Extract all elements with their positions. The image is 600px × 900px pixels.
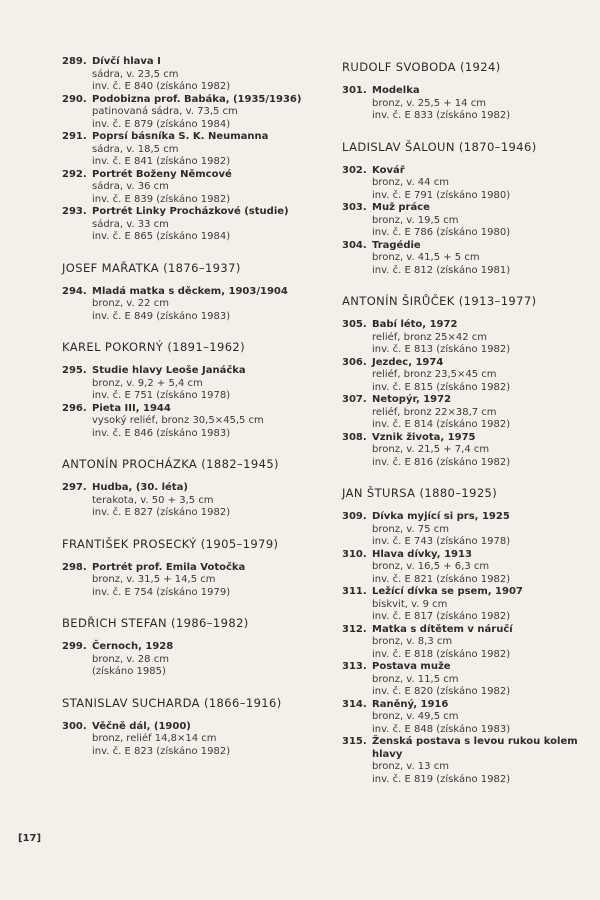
artist-dates: (1905–1979) xyxy=(200,536,279,551)
artist-name: JOSEF MAŘATKA xyxy=(62,260,159,275)
entry-detail: bronz, reliéf 14,8×14 cm xyxy=(92,733,217,744)
entry-detail: inv. č. E 846 (získáno 1983) xyxy=(92,427,231,439)
entry-detail: vysoký reliéf, bronz 30,5×45,5 cm xyxy=(92,415,264,426)
entry-number: 294. xyxy=(62,285,87,297)
artist-dates: (1880–1925) xyxy=(419,486,498,500)
catalog-entry xyxy=(342,432,587,470)
catalog-entry xyxy=(342,624,587,662)
artist-block xyxy=(342,140,587,278)
entry-title: Mladá matka s děckem, 1903/1904 xyxy=(92,285,288,297)
artist-name: ANTONÍN ŠIRŮČEK xyxy=(342,294,455,308)
entry-detail: biskvit, v. 9 cm xyxy=(372,598,448,610)
catalog-entry xyxy=(342,736,587,786)
entry-detail: inv. č. E 849 (získáno 1983) xyxy=(92,310,231,322)
entry-title: Tragédie xyxy=(372,239,421,251)
left-column xyxy=(62,56,312,775)
entry-title: Netopýr, 1972 xyxy=(372,394,452,405)
entry-number: 299. xyxy=(62,641,87,652)
entry-title: Hlava dívky, 1913 xyxy=(372,548,472,560)
artist-name: ANTONÍN PROCHÁZKA xyxy=(62,457,198,471)
catalog-entry xyxy=(342,511,587,549)
artist-block xyxy=(62,696,312,759)
artist-heading xyxy=(342,60,587,74)
entry-detail: inv. č. E 791 (získáno 1980) xyxy=(372,189,511,201)
entry-number: 310. xyxy=(342,548,367,560)
artist-block xyxy=(62,56,312,244)
catalog-entry xyxy=(342,699,587,737)
artist-name: KAREL POKORNÝ xyxy=(62,340,164,354)
entry-detail: inv. č. E 848 (získáno 1983) xyxy=(372,723,511,735)
catalog-entry xyxy=(342,240,587,278)
entry-title: Kovář xyxy=(372,164,405,176)
entry-title: Portrét prof. Emila Votočka xyxy=(92,561,246,573)
catalog-entry xyxy=(342,357,587,395)
catalog-entry xyxy=(62,131,312,169)
catalog-entry xyxy=(62,482,312,520)
entry-number: 305. xyxy=(342,319,367,330)
catalog-entry xyxy=(62,721,312,759)
entry-title: Hudba, (30. léta) xyxy=(92,482,188,493)
entry-detail: inv. č. E 818 (získáno 1982) xyxy=(372,648,511,660)
artist-dates: (1913–1977) xyxy=(458,294,537,308)
artist-heading xyxy=(62,537,312,551)
artist-heading xyxy=(342,486,587,500)
entry-title: Dívčí hlava I xyxy=(92,56,161,67)
artist-name: JAN ŠTURSA xyxy=(342,486,416,500)
entry-detail: inv. č. E 819 (získáno 1982) xyxy=(372,773,511,785)
entry-detail: inv. č. E 865 (získáno 1984) xyxy=(92,231,231,242)
entry-detail: terakota, v. 50 + 3,5 cm xyxy=(92,494,214,506)
artist-dates: (1891–1962) xyxy=(167,340,246,354)
entry-number: 301. xyxy=(342,85,367,96)
catalog-entry xyxy=(342,85,587,123)
catalog-entry xyxy=(62,286,312,324)
entry-title: Pieta III, 1944 xyxy=(92,402,171,414)
artist-block xyxy=(62,261,312,324)
entry-number: 292. xyxy=(62,168,87,180)
entry-detail: reliéf, bronz 22×38,7 cm xyxy=(372,406,497,418)
entry-number: 298. xyxy=(62,561,87,573)
entry-number: 291. xyxy=(62,131,87,142)
artist-block xyxy=(62,340,312,440)
entry-detail: inv. č. E 786 (získáno 1980) xyxy=(372,227,511,238)
entry-detail: inv. č. E 879 (získáno 1984) xyxy=(92,118,231,130)
entry-number: 313. xyxy=(342,661,367,672)
artist-block xyxy=(62,616,312,679)
entry-detail: inv. č. E 820 (získáno 1982) xyxy=(372,686,511,697)
entry-title: Portrét Linky Procházkové (studie) xyxy=(92,206,289,217)
artist-heading xyxy=(342,294,587,308)
catalog-entry xyxy=(62,641,312,679)
entry-detail: inv. č. E 817 (získáno 1982) xyxy=(372,611,511,622)
entry-number: 307. xyxy=(342,394,367,405)
entry-number: 289. xyxy=(62,56,87,67)
entry-number: 309. xyxy=(342,511,367,522)
page-number: [17] xyxy=(18,833,42,844)
entry-detail: patinovaná sádra, v. 73,5 cm xyxy=(92,106,238,117)
entry-number: 296. xyxy=(62,402,87,414)
entry-number: 295. xyxy=(62,365,87,376)
entry-title: Portrét Boženy Němcové xyxy=(92,168,232,180)
entry-detail: sádra, v. 18,5 cm xyxy=(92,143,179,155)
entry-title: Matka s dítětem v náručí xyxy=(372,623,513,635)
entry-title: Postava muže xyxy=(372,661,451,672)
entry-detail: inv. č. E 814 (získáno 1982) xyxy=(372,419,511,430)
entry-number: 300. xyxy=(62,720,87,732)
artist-name: LADISLAV ŠALOUN xyxy=(342,139,455,154)
artist-block xyxy=(62,457,312,520)
entry-number: 314. xyxy=(342,698,367,710)
entry-title: Věčně dál, (1900) xyxy=(92,720,191,732)
artist-block xyxy=(342,486,587,786)
entry-detail: reliéf, bronz 23,5×45 cm xyxy=(372,369,497,380)
entry-title: Jezdec, 1974 xyxy=(372,356,444,368)
entry-title: Studie hlavy Leoše Janáčka xyxy=(92,365,246,376)
entry-detail: bronz, v. 8,3 cm xyxy=(372,636,453,647)
entry-detail: inv. č. E 839 (získáno 1982) xyxy=(92,193,231,205)
entry-title: Černoch, 1928 xyxy=(92,641,174,652)
catalog-entry xyxy=(342,661,587,699)
entry-number: 315. xyxy=(342,736,367,747)
entry-title: Dívka myjící si prs, 1925 xyxy=(372,511,510,522)
entry-detail: inv. č. E 754 (získáno 1979) xyxy=(92,586,231,598)
entry-detail: inv. č. E 840 (získáno 1982) xyxy=(92,81,231,92)
entry-title: Modelka xyxy=(372,85,420,96)
catalog-entry xyxy=(62,562,312,600)
entry-number: 303. xyxy=(342,202,367,213)
entry-detail: (získáno 1985) xyxy=(92,666,166,677)
entry-number: 312. xyxy=(342,623,367,635)
catalog-entry xyxy=(62,169,312,207)
artist-name: FRANTIŠEK PROSECKÝ xyxy=(62,536,197,551)
catalog-entry xyxy=(62,365,312,403)
entry-number: 311. xyxy=(342,586,367,597)
entry-detail: bronz, v. 31,5 + 14,5 cm xyxy=(92,574,216,585)
artist-heading xyxy=(62,696,312,710)
entry-number: 304. xyxy=(342,239,367,251)
entry-detail: inv. č. E 816 (získáno 1982) xyxy=(372,456,511,468)
entry-number: 302. xyxy=(342,164,367,176)
entry-number: 297. xyxy=(62,482,87,493)
entry-detail: inv. č. E 815 (získáno 1982) xyxy=(372,381,511,393)
artist-name: BEDŘICH STEFAN xyxy=(62,616,167,630)
entry-detail: inv. č. E 813 (získáno 1982) xyxy=(372,344,511,355)
entry-title: Vznik života, 1975 xyxy=(372,431,476,443)
entry-detail: inv. č. E 833 (získáno 1982) xyxy=(372,110,511,121)
entry-title: Ženská postava s levou rukou kolem hlavy xyxy=(372,736,578,760)
entry-detail: reliéf, bronz 25×42 cm xyxy=(372,331,487,343)
catalog-entry xyxy=(62,56,312,94)
artist-dates: (1876–1937) xyxy=(163,260,241,275)
entry-detail: bronz, v. 16,5 + 6,3 cm xyxy=(372,561,490,572)
entry-number: 290. xyxy=(62,93,87,105)
catalog-entry xyxy=(342,586,587,624)
artist-heading xyxy=(62,457,312,471)
catalog-entry xyxy=(342,319,587,357)
entry-title: Ležící dívka se psem, 1907 xyxy=(372,586,523,597)
artist-heading xyxy=(342,140,587,154)
entry-title: Raněný, 1916 xyxy=(372,698,449,710)
entry-detail: sádra, v. 33 cm xyxy=(92,218,169,230)
entry-detail: inv. č. E 821 (získáno 1982) xyxy=(372,573,511,585)
catalog-entry xyxy=(342,202,587,240)
entry-detail: inv. č. E 743 (získáno 1978) xyxy=(372,536,511,547)
artist-heading xyxy=(62,616,312,630)
entry-detail: inv. č. E 827 (získáno 1982) xyxy=(92,507,231,518)
entry-detail: bronz, v. 44 cm xyxy=(372,177,449,188)
entry-detail: bronz, v. 11,5 cm xyxy=(372,673,459,685)
entry-detail: bronz, v. 9,2 + 5,4 cm xyxy=(92,377,203,389)
catalog-entry xyxy=(342,549,587,587)
artist-dates: (1924) xyxy=(459,60,501,74)
artist-block xyxy=(342,294,587,469)
entry-detail: inv. č. E 823 (získáno 1982) xyxy=(92,745,231,757)
entry-detail: bronz, v. 25,5 + 14 cm xyxy=(372,97,486,109)
artist-dates: (1870–1946) xyxy=(458,139,537,154)
entry-title: Babí léto, 1972 xyxy=(372,319,458,330)
catalog-entry xyxy=(342,394,587,432)
entry-detail: sádra, v. 23,5 cm xyxy=(92,68,179,80)
entry-detail: inv. č. E 751 (získáno 1978) xyxy=(92,390,231,401)
entry-number: 308. xyxy=(342,431,367,443)
artist-heading xyxy=(62,261,312,275)
artist-heading xyxy=(62,340,312,354)
artist-name: STANISLAV SUCHARDA xyxy=(62,695,200,710)
entry-number: 293. xyxy=(62,206,87,217)
catalog-entry xyxy=(62,94,312,132)
entry-detail: inv. č. E 841 (získáno 1982) xyxy=(92,156,231,167)
entry-detail: bronz, v. 19,5 cm xyxy=(372,214,459,226)
artist-dates: (1866–1916) xyxy=(203,695,282,710)
artist-block xyxy=(342,60,587,123)
entry-detail: sádra, v. 36 cm xyxy=(92,181,169,192)
entry-title: Muž práce xyxy=(372,202,430,213)
entry-number: 306. xyxy=(342,356,367,368)
artist-block xyxy=(62,537,312,600)
entry-detail: bronz, v. 49,5 cm xyxy=(372,711,459,722)
entry-detail: bronz, v. 21,5 + 7,4 cm xyxy=(372,444,490,455)
entry-title: Podobizna prof. Babáka, (1935/1936) xyxy=(92,93,302,105)
entry-detail: bronz, v. 28 cm xyxy=(92,653,169,665)
catalog-entry xyxy=(62,206,312,244)
artist-dates: (1986–1982) xyxy=(171,616,249,630)
entry-title: Poprsí básníka S. K. Neumanna xyxy=(92,131,269,142)
entry-detail: bronz, v. 75 cm xyxy=(372,523,449,535)
catalog-entry xyxy=(62,403,312,441)
artist-name: RUDOLF SVOBODA xyxy=(342,60,456,74)
entry-detail: inv. č. E 812 (získáno 1981) xyxy=(372,264,511,276)
entry-detail: bronz, v. 22 cm xyxy=(92,298,169,309)
artist-dates: (1882–1945) xyxy=(201,457,279,471)
entry-detail: bronz, v. 13 cm xyxy=(372,761,449,772)
entry-detail: bronz, v. 41,5 + 5 cm xyxy=(372,252,480,263)
right-column xyxy=(342,60,587,803)
catalog-entry xyxy=(342,165,587,203)
